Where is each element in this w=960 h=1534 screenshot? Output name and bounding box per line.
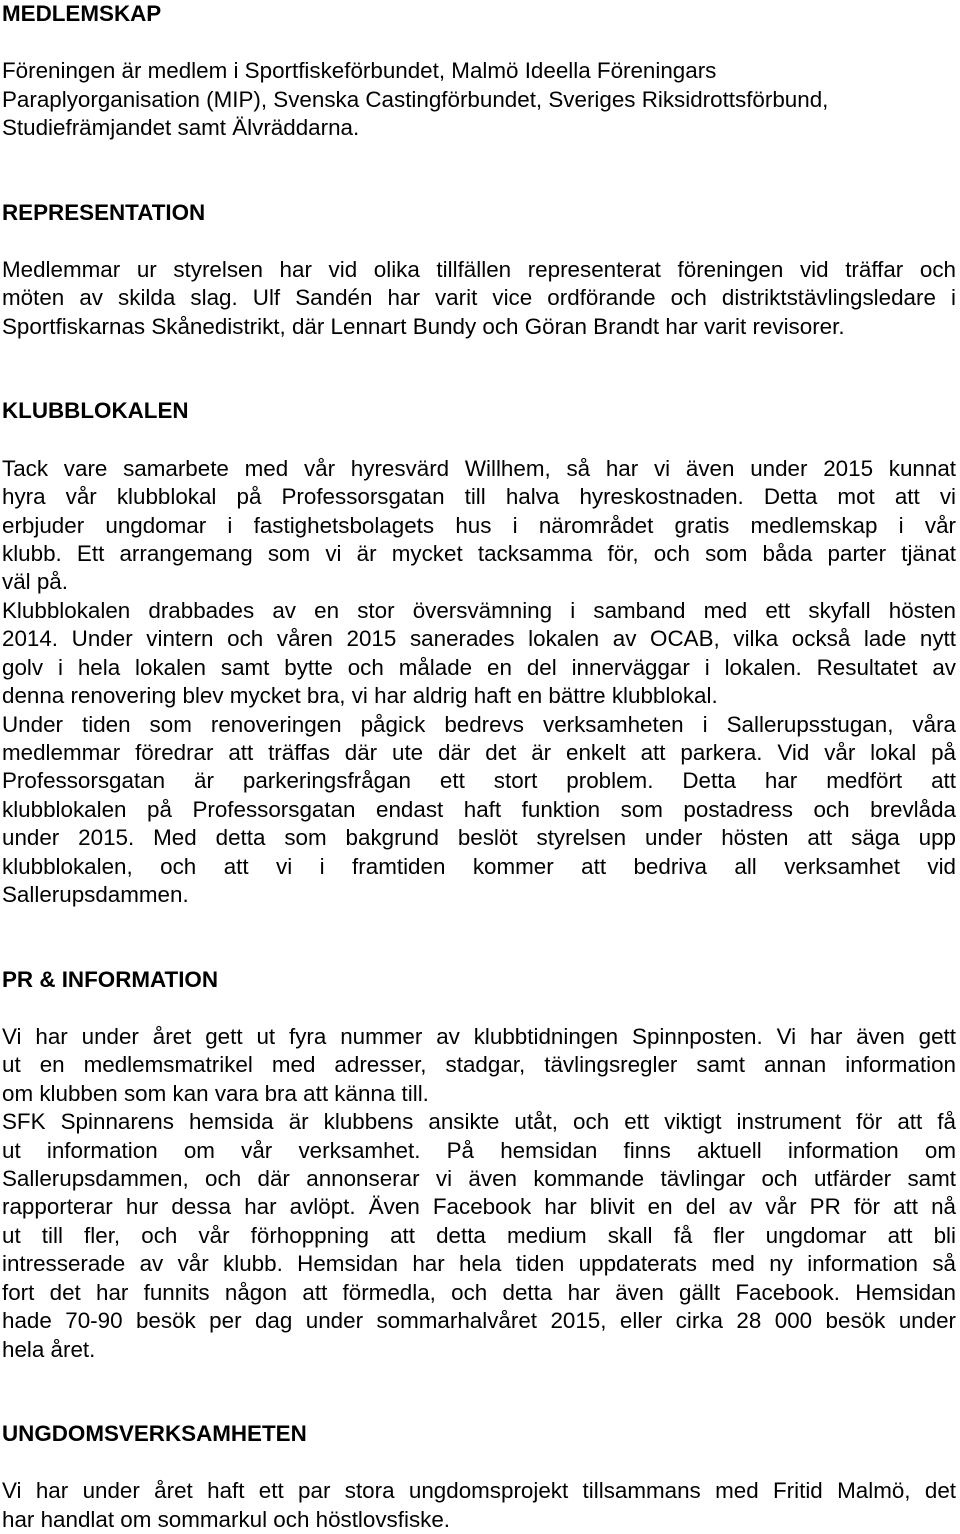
medlemskap-line-2: Paraplyorganisation (MIP), Svenska Castingförbundet, Sveriges Riksidrottsförbund, <box>2 87 829 112</box>
klubblokalen-line-10: Under tiden som renoveringen pågick bedrevs verksamheten i Sallerupsstugan, våra <box>2 712 956 737</box>
pr-line-11: hade 70-90 besök per dag under sommarhalvåret 2015, eller cirka 28 000 besök under <box>2 1308 956 1333</box>
klubblokalen-line-6: Klubblokalen drabbades av en stor översvämning i samband med ett skyfall hösten <box>2 598 956 623</box>
representation-line-2: möten av skilda slag. Ulf Sandén har varit vice ordförande och distriktstävlingsledare i <box>2 285 956 310</box>
heading-pr-information: PR & INFORMATION <box>2 967 219 992</box>
pr-line-5: ut information om vår verksamhet. På hemsidan finns aktuell information om <box>2 1138 956 1163</box>
ungdom-line-2: har handlat om sommarkul och höstlovsfiske. <box>2 1507 451 1532</box>
klubblokalen-line-13: klubblokalen på Professorsgatan endast haft funktion som postadress och brevlåda <box>2 797 956 822</box>
klubblokalen-line-7: 2014. Under vintern och våren 2015 sanerades lokalen av OCAB, vilka också lade nytt <box>2 626 956 651</box>
klubblokalen-line-15: klubblokalen, och att vi i framtiden kommer att bedriva all verksamhet vid <box>2 854 956 879</box>
klubblokalen-line-8: golv i hela lokalen samt bytte och målade en del innerväggar i lokalen. Resultatet av <box>2 655 956 680</box>
heading-representation: REPRESENTATION <box>2 200 206 225</box>
pr-line-8: ut till fler, och vår förhoppning att detta medium skall få fler ungdomar att bli <box>2 1223 956 1248</box>
pr-line-10: fort det har funnits någon att förmedla, och detta har även gällt Facebook. Hemsidan <box>2 1280 956 1305</box>
klubblokalen-line-4: klubb. Ett arrangemang som vi är mycket tacksamma för, och som båda parter tjänat <box>2 541 956 566</box>
medlemskap-line-3: Studiefrämjandet samt Älvräddarna. <box>2 115 360 140</box>
pr-line-4: SFK Spinnarens hemsida är klubbens ansikte utåt, och ett viktigt instrument för att få <box>2 1109 956 1134</box>
klubblokalen-line-3: erbjuder ungdomar i fastighetsbolagets hus i närområdet gratis medlemskap i vår <box>2 513 956 538</box>
pr-line-1: Vi har under året gett ut fyra nummer av klubbtidningen Spinnposten. Vi har även gett <box>2 1024 956 1049</box>
representation-line-1: Medlemmar ur styrelsen har vid olika tillfällen representerat föreningen vid träffar och <box>2 257 956 282</box>
pr-line-3: om klubben som kan vara bra att känna till. <box>2 1081 429 1106</box>
heading-klubblokalen: KLUBBLOKALEN <box>2 398 189 423</box>
pr-line-7: rapporterar hur dessa har avlöpt. Även Facebook har blivit en del av vår PR för att nå <box>2 1194 956 1219</box>
klubblokalen-line-16: Sallerupsdammen. <box>2 882 189 907</box>
klubblokalen-line-5: väl på. <box>2 569 68 594</box>
klubblokalen-line-12: Professorsgatan är parkeringsfrågan ett stort problem. Detta har medfört att <box>2 768 956 793</box>
heading-medlemskap: MEDLEMSKAP <box>2 1 162 26</box>
klubblokalen-line-11: medlemmar föredrar att träffas där ute där det är enkelt att parkera. Vid vår lokal på <box>2 740 956 765</box>
klubblokalen-line-1: Tack vare samarbete med vår hyresvärd Willhem, så har vi även under 2015 kunnat <box>2 456 956 481</box>
ungdom-line-1: Vi har under året haft ett par stora ungdomsprojekt tillsammans med Fritid Malmö, det <box>2 1478 956 1503</box>
pr-line-2: ut en medlemsmatrikel med adresser, stadgar, tävlingsregler samt annan information <box>2 1052 956 1077</box>
representation-line-3: Sportfiskarnas Skånedistrikt, där Lennart Bundy och Göran Brandt har varit revisorer. <box>2 314 845 339</box>
medlemskap-line-1: Föreningen är medlem i Sportfiskeförbundet, Malmö Ideella Föreningars <box>2 58 717 83</box>
heading-ungdomsverksamheten: UNGDOMSVERKSAMHETEN <box>2 1421 307 1446</box>
klubblokalen-line-9: denna renovering blev mycket bra, vi har aldrig haft en bättre klubblokal. <box>2 683 718 708</box>
klubblokalen-line-2: hyra vår klubblokal på Professorsgatan till halva hyreskostnaden. Detta mot att vi <box>2 484 956 509</box>
pr-line-12: hela året. <box>2 1337 96 1362</box>
klubblokalen-line-14: under 2015. Med detta som bakgrund beslöt styrelsen under hösten att säga upp <box>2 825 956 850</box>
pr-line-6: Sallerupsdammen, och där annonserar vi även kommande tävlingar och utfärder samt <box>2 1166 956 1191</box>
pr-line-9: intresserade av vår klubb. Hemsidan har hela tiden uppdaterats med ny information så <box>2 1251 956 1276</box>
